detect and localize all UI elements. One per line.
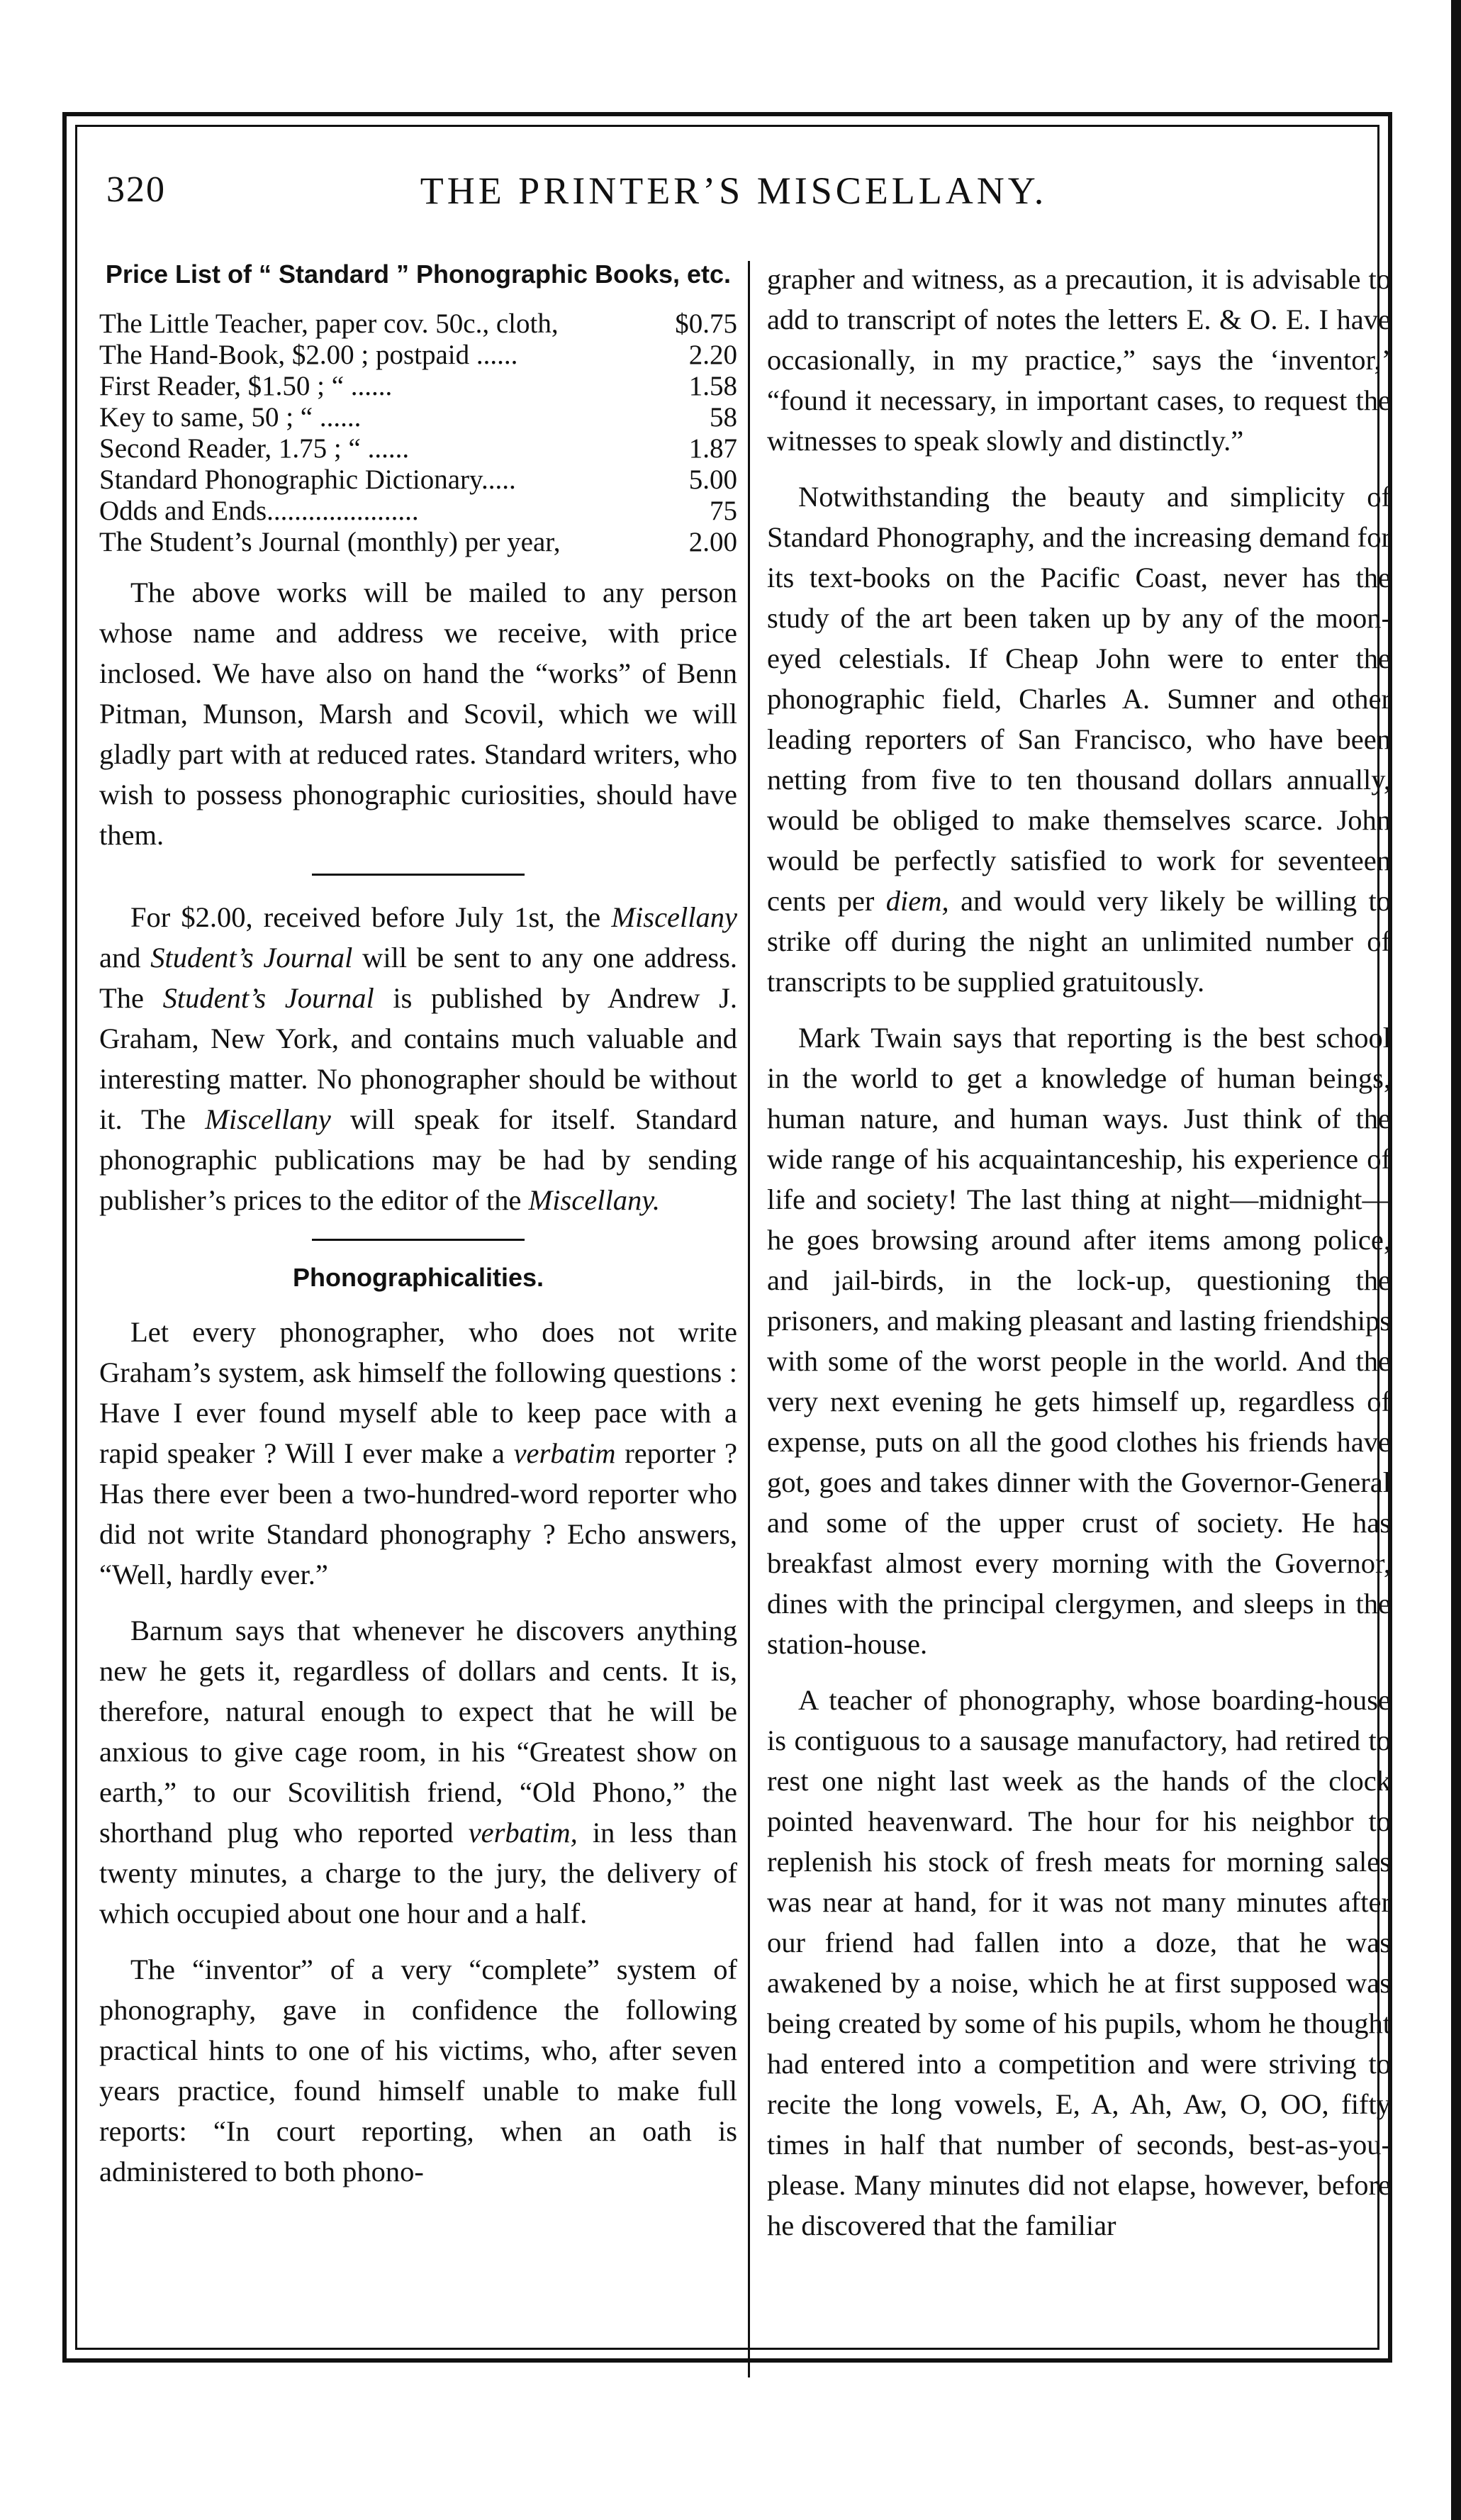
right-column bbox=[767, 259, 1391, 2261]
italic-title: Miscellany bbox=[611, 901, 737, 933]
price-row bbox=[99, 402, 737, 433]
text-span: will speak for itself. Standard phonographic publications may be had by sending publisher’s prices to the editor of the bbox=[99, 1103, 737, 1216]
price-item-price: $0.75 bbox=[675, 308, 737, 339]
paragraph-twain: Mark Twain says that reporting is the best school in the world to get a knowledge of human beings, human nature, and human ways. Just think of the wide range of his acquaintanceship, his experience of life and society! The last thing at night—midnight—he goes browsing around after items among police, and jail-birds, in the lock-up, questioning the prisoners, and making pleasant and lasting friendships with some of the worst people in the world. And the very next evening he gets himself up, regardless of expense, puts on all the good clothes his friends have got, goes and takes dinner with the Governor-General and some of the upper crust of society. He has breakfast almost every morning with the Governor, dines with the principal clergymen, and sleeps in the station-house. bbox=[767, 1022, 1391, 1660]
price-item-label: The Hand-Book, $2.00 ; postpaid ...... bbox=[99, 340, 518, 370]
price-row bbox=[99, 496, 737, 527]
price-row bbox=[99, 433, 737, 464]
price-item-price: 1.87 bbox=[688, 433, 737, 464]
price-item-price: 75 bbox=[710, 496, 737, 526]
price-item-price: 2.20 bbox=[688, 340, 737, 370]
price-row bbox=[99, 371, 737, 402]
paragraph-graham bbox=[99, 1312, 737, 1595]
italic-title: Miscellany. bbox=[528, 1184, 661, 1216]
page-edge-bar bbox=[1451, 0, 1461, 2520]
price-item-price: 58 bbox=[710, 402, 737, 433]
price-item-label: First Reader, $1.50 ; “ ...... bbox=[99, 371, 393, 401]
running-title: THE PRINTER’S MISCELLANY. bbox=[420, 169, 1048, 212]
price-item-label: Standard Phonographic Dictionary..... bbox=[99, 464, 516, 495]
price-row bbox=[99, 340, 737, 371]
paragraph-continued: grapher and witness, as a precaution, it is advisable to add to transcript of notes the letters E. & O. E. I have occasionally, in my practice,” says the ‘inventor,’ “found it necessary, in important cases, to request the witnesses to speak slowly and distinctly.” bbox=[767, 263, 1391, 457]
price-item-price: 5.00 bbox=[688, 464, 737, 495]
price-item-price: 2.00 bbox=[688, 527, 737, 557]
page-number: 320 bbox=[106, 169, 166, 210]
paragraph-offer bbox=[99, 897, 737, 1220]
italic-word: diem, bbox=[885, 885, 949, 917]
text-span: Notwithstanding the beauty and simplicity of Standard Phonography, and the increasing demand for its text-books on the Pacific Coast, never has the study of the art been taken up by any of the moon-eyed celestials. If Cheap John were to enter the phonographic field, Charles A. Sumner and other leading reporters of San Francisco, who have been netting from five to ten thousand dollars annually, would be obliged to make themselves scarce. John would be perfectly satisfied to work for seventeen cents per bbox=[767, 481, 1391, 917]
section-rule bbox=[312, 1239, 525, 1241]
price-row bbox=[99, 527, 737, 558]
price-item-label: Second Reader, 1.75 ; “ ...... bbox=[99, 433, 410, 464]
text-span: reporter ? Has there ever been a two-hundred-word reporter who did not write Standard phonography ? Echo answers, “Well, hardly ever.” bbox=[99, 1437, 737, 1590]
text-span: Let every phonographer, who does not write Graham’s system, ask himself the following questions : Have I ever found myself able to keep pace with a rapid speaker ? Will I ever make a bbox=[99, 1316, 737, 1469]
paragraph-mailed: The above works will be mailed to any person whose name and address we receive, with price inclosed. We have also on hand the “works” of Benn Pitman, Munson, Marsh and Scovil, which we will gladly part with at reduced rates. Standard writers, who wish to possess phonographic curiosities, should have them. bbox=[99, 576, 737, 851]
price-list bbox=[99, 308, 737, 558]
section-rule bbox=[312, 874, 525, 876]
text-span: and would very likely be willing to strike off during the night an unlimited number of transcripts to be supplied gratuitously. bbox=[767, 885, 1391, 998]
text-span: will be sent to any one address. The bbox=[99, 942, 737, 1014]
text-span: Barnum says that whenever he discovers anything new he gets it, regardless of dollars and cents. It is, therefore, natural enough to expect that he will be anxious to give cage room, in his “Greatest show on earth,” to our Scovilitish friend, “Old Phono,” the shorthand plug who reported bbox=[99, 1615, 737, 1849]
italic-title: Miscellany bbox=[205, 1103, 331, 1135]
column-divider bbox=[748, 261, 750, 2377]
price-item-label: Key to same, 50 ; “ ...... bbox=[99, 402, 362, 433]
text-span: in less than twenty minutes, a charge to the jury, the delivery of which occupied about one hour and a half. bbox=[99, 1817, 737, 1929]
price-item-label: The Student’s Journal (monthly) per year, bbox=[99, 527, 561, 557]
text-span: is published by Andrew J. Graham, New York, and contains much valuable and interesting matter. No phonographer should be without it. The bbox=[99, 982, 738, 1135]
italic-title: Student’s Journal bbox=[162, 982, 374, 1014]
text-span: For $2.00, received before July 1st, the bbox=[130, 901, 612, 933]
price-item-price: 1.58 bbox=[688, 371, 737, 401]
page-header bbox=[99, 169, 1368, 225]
price-item-label: The Little Teacher, paper cov. 50c., cloth, bbox=[99, 308, 559, 339]
paragraph-barnum bbox=[99, 1610, 737, 1934]
text-span: and bbox=[99, 942, 151, 974]
price-item-label: Odds and Ends...................... bbox=[99, 496, 419, 526]
price-row bbox=[99, 308, 737, 340]
italic-word: verbatim, bbox=[468, 1817, 578, 1849]
section-heading: Phonographicalities. bbox=[292, 1263, 544, 1292]
left-column bbox=[99, 259, 737, 2207]
paragraph-inventor: The “inventor” of a very “complete” system of phonography, gave in confidence the following practical hints to one of his victims, who, after seven years practice, found himself unable to make full reports: “In court reporting, when an oath is administered to both phono- bbox=[99, 1953, 737, 2187]
paragraph-teacher: A teacher of phonography, whose boarding-house is contiguous to a sausage manufactory, had retired to rest one night last week as the hands of the clock pointed heavenward. The hour for his neighbor to replenish his stock of fresh meats for morning sales was near at hand, for it was not many minutes after our friend had fallen into a doze, that he was awakened by a noise, which he at first supposed was being created by some of his pupils, whom he thought had entered into a competition and were striving to recite the long vowels, E, A, Ah, Aw, O, OO, fifty times in half that number of seconds, best-as-you-please. Many minutes did not elapse, however, before he discovered that the familiar bbox=[767, 1684, 1391, 2241]
paragraph-notwithstanding bbox=[767, 476, 1391, 1002]
italic-word: verbatim bbox=[513, 1437, 616, 1469]
price-row bbox=[99, 464, 737, 496]
italic-title: Student’s Journal bbox=[150, 942, 353, 974]
price-list-title: Price List of “ Standard ” Phonographic Books, etc. bbox=[105, 260, 732, 289]
